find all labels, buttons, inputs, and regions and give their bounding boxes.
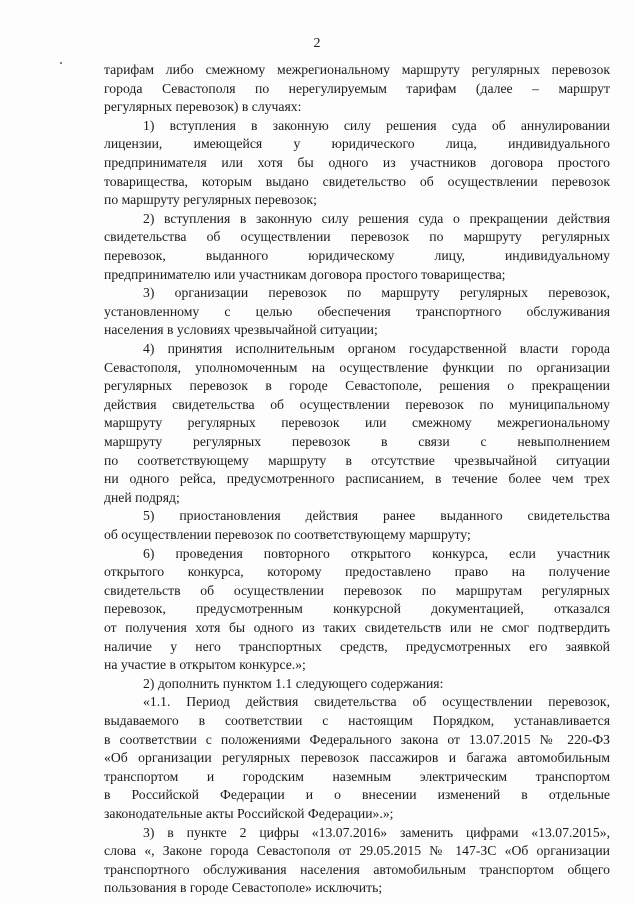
text-line: в соответствии с положениями Федерального закона от 13.07.2015 № 220-ФЗ [104, 731, 610, 747]
text-line: 3) организации перевозок по маршруту регулярных перевозок, [143, 285, 610, 301]
text-line: перевозок, предусмотренным конкурсной документацией, отказался [104, 601, 610, 617]
text-line: Севастополя, уполномоченным на осуществление функции по организации [104, 359, 610, 375]
text-line: действия свидетельства об осуществлении перевозок по муниципальному [104, 396, 610, 412]
text-line: «1.1. Период действия свидетельства об осуществлении перевозок, [143, 694, 610, 710]
text-line: регулярных перевозок в городе Севастополе, решения о прекращении [104, 378, 610, 394]
text-line: населения в условиях чрезвычайной ситуации; [104, 322, 378, 338]
text-line: 2) вступления в законную силу решения суда о прекращении действия [143, 210, 610, 226]
text-line: наличие у него транспортных средств, предусмотренных его заявкой [104, 638, 610, 654]
text-line: свидетельств об осуществлении перевозок по маршрутам регулярных [104, 582, 610, 598]
text-line: «Об организации регулярных перевозок пассажиров и багажа автомобильным [104, 750, 610, 766]
text-line: свидетельства об осуществлении перевозок по маршруту регулярных [104, 229, 610, 245]
text-line: товарищества, которым выдано свидетельство об осуществлении перевозок [104, 173, 610, 189]
text-line: 5) приостановления действия ранее выданного свидетельства [143, 508, 610, 524]
text-line: дней подряд; [104, 489, 180, 505]
text-line: маршруту регулярных перевозок или смежному межрегиональному [104, 415, 610, 431]
text-line: перевозок, выданного юридическому лицу, индивидуальному [104, 248, 610, 263]
text-line: на участие в открытом конкурсе.»; [104, 657, 306, 673]
text-line: по соответствующему маршруту в отсутствие чрезвычайной ситуации [104, 452, 610, 468]
text-line: открытого конкурса, которому предоставлено право на получение [104, 564, 610, 580]
text-line: 3) в пункте 2 цифры «13.07.2016» заменить цифрами «13.07.2015», [143, 824, 610, 840]
text-line: законодательные акты Российской Федерации».»; [104, 806, 394, 821]
page-number: 2 [313, 36, 321, 51]
text-line: ни одного рейса, предусмотренного расписанием, в течение более чем трех [104, 471, 610, 487]
text-line: тарифам либо смежному межрегиональному маршруту регулярных перевозок [104, 62, 610, 77]
text-line: установленному с целью обеспечения транспортного обслуживания [104, 303, 610, 319]
scan-speck [60, 62, 62, 64]
text-line: пользования в городе Севастополе» исключить; [104, 880, 383, 896]
text-line: 4) принятия исполнительным органом государственной власти города [143, 341, 610, 356]
text-line: предпринимателя или хотя бы одного из участников договора простого [104, 155, 610, 170]
text-line: от получения хотя бы одного из таких свидетельств или не смог подтвердить [104, 620, 610, 635]
text-line: регулярных перевозок) в случаях: [104, 99, 302, 115]
text-line: 6) проведения повторного открытого конкурса, если участник [143, 545, 610, 561]
text-line: предпринимателю или участникам договора простого товарищества; [104, 266, 506, 282]
text-line: выдаваемого в соответствии с настоящим Порядком, устанавливается [104, 713, 610, 728]
text-line: по маршруту регулярных перевозок; [104, 192, 317, 208]
text-line: маршруту регулярных перевозок в связи с невыполнением [104, 434, 610, 449]
text-line: слова «, Законе города Севастополя от 29.05.2015 № 147-ЗС «Об организации [104, 843, 610, 859]
text-line: об осуществлении перевозок по соответствующему маршруту; [104, 527, 471, 542]
text-line: транспортом и городским наземным электрическим транспортом [104, 768, 610, 784]
text-line: 1) вступления в законную силу решения суда об аннулировании [143, 117, 610, 133]
text-line: лицензии, имеющейся у юридического лица, индивидуального [104, 136, 610, 152]
text-line: в Российской Федерации и о внесении изменений в отдельные [104, 787, 610, 803]
text-line: 2) дополнить пунктом 1.1 следующего содержания: [143, 675, 444, 691]
text-line: транспортного обслуживания населения автомобильным транспортом общего [104, 861, 610, 877]
text-line: города Севастополя по нерегулируемым тарифам (далее – маршрут [104, 80, 610, 96]
